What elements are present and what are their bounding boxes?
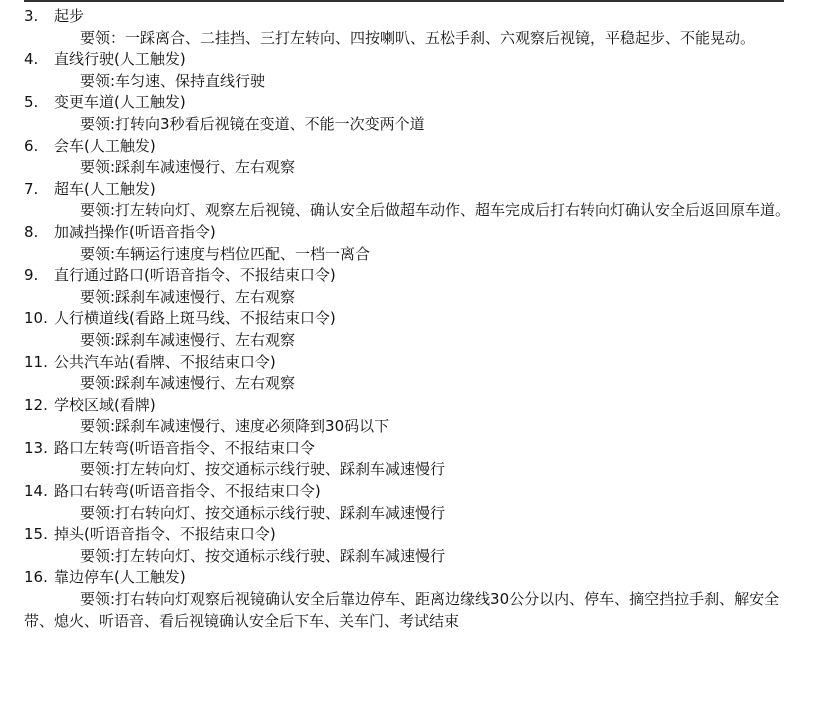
item-point-7: 要领:打左转向灯、观察左后视镜、确认安全后做超车动作、超车完成后打右转向灯确认安全后返回原车道。 xyxy=(80,201,791,220)
item-title: 变更车道(人工触发) xyxy=(54,93,186,112)
item-title: 公共汽车站(看牌、不报结束口令) xyxy=(54,352,276,371)
top-rule-line xyxy=(24,0,784,2)
item-heading-3 xyxy=(24,6,792,28)
item-heading-5 xyxy=(24,92,792,114)
item-number: 8. xyxy=(24,222,39,241)
item-heading-16 xyxy=(24,567,792,589)
item-point-12: 要领:踩刹车减速慢行、速度必须降到30码以下 xyxy=(80,417,390,436)
item-point-10: 要领:踩刹车减速慢行、左右观察 xyxy=(80,330,296,349)
item-point-15: 要领:打左转向灯、按交通标示线行驶、踩刹车减速慢行 xyxy=(80,546,446,565)
item-number: 14. xyxy=(24,482,48,501)
item-heading-9 xyxy=(24,265,792,287)
item-heading-10 xyxy=(24,308,792,330)
item-title: 直线行驶(人工触发) xyxy=(54,50,186,69)
item-title: 学校区域(看牌) xyxy=(54,395,156,414)
item-point-6: 要领:踩刹车减速慢行、左右观察 xyxy=(80,158,296,177)
item-number: 15. xyxy=(24,525,48,544)
item-title: 直行通过路口(听语音指令、不报结束口令) xyxy=(54,266,336,285)
item-point-9: 要领:踩刹车减速慢行、左右观察 xyxy=(80,287,296,306)
exam-items-list xyxy=(24,6,792,632)
item-number: 10. xyxy=(24,309,48,328)
item-point-16: 要领:打右转向灯观察后视镜确认安全后靠边停车、距离边缘线30公分以内、停车、摘空挡拉手刹、解安全带、熄火、听语音、看后视镜确认安全后下车、关车门、考试结束 xyxy=(24,590,780,630)
item-number: 13. xyxy=(24,438,48,457)
item-point-14: 要领:打右转向灯、按交通标示线行驶、踩刹车减速慢行 xyxy=(80,503,446,522)
item-heading-13 xyxy=(24,438,792,460)
item-title: 路口左转弯(听语音指令、不报结束口令 xyxy=(54,438,315,457)
item-title: 超车(人工触发) xyxy=(54,179,156,198)
item-title: 掉头(听语音指令、不报结束口令) xyxy=(54,525,276,544)
item-number: 11. xyxy=(24,352,48,371)
item-point-8: 要领:车辆运行速度与档位匹配、一档一离合 xyxy=(80,244,371,263)
item-title: 会车(人工触发) xyxy=(54,136,156,155)
item-heading-11 xyxy=(24,352,792,374)
item-number: 9. xyxy=(24,266,39,285)
item-heading-15 xyxy=(24,524,792,546)
item-point-3: 要领：一踩离合、二挂挡、三打左转向、四按喇叭、五松手刹、六观察后视镜，平稳起步、不能晃动。 xyxy=(80,28,756,47)
item-heading-4 xyxy=(24,49,792,71)
item-title: 起步 xyxy=(54,7,85,25)
item-point-4: 要领:车匀速、保持直线行驶 xyxy=(80,71,266,90)
item-number: 6. xyxy=(24,136,39,155)
item-number: 4. xyxy=(24,50,39,69)
item-number: 3. xyxy=(24,7,39,25)
item-point-11: 要领:踩刹车减速慢行、左右观察 xyxy=(80,374,296,393)
item-heading-7 xyxy=(24,179,792,201)
item-title: 人行横道线(看路上斑马线、不报结束口令) xyxy=(54,309,336,328)
item-title: 路口右转弯(听语音指令、不报结束口令) xyxy=(54,482,321,501)
item-heading-14 xyxy=(24,481,792,503)
item-title: 加减挡操作(听语音指令) xyxy=(54,222,216,241)
item-number: 7. xyxy=(24,179,39,198)
item-heading-6 xyxy=(24,136,792,158)
item-number: 12. xyxy=(24,395,48,414)
item-point-13: 要领:打左转向灯、按交通标示线行驶、踩刹车减速慢行 xyxy=(80,460,446,479)
item-point-5: 要领:打转向3秒看后视镜在变道、不能一次变两个道 xyxy=(80,114,425,133)
item-title: 靠边停车(人工触发) xyxy=(54,568,186,587)
item-number: 16. xyxy=(24,568,48,587)
item-number: 5. xyxy=(24,93,39,112)
item-heading-12 xyxy=(24,395,792,417)
item-heading-8 xyxy=(24,222,792,244)
